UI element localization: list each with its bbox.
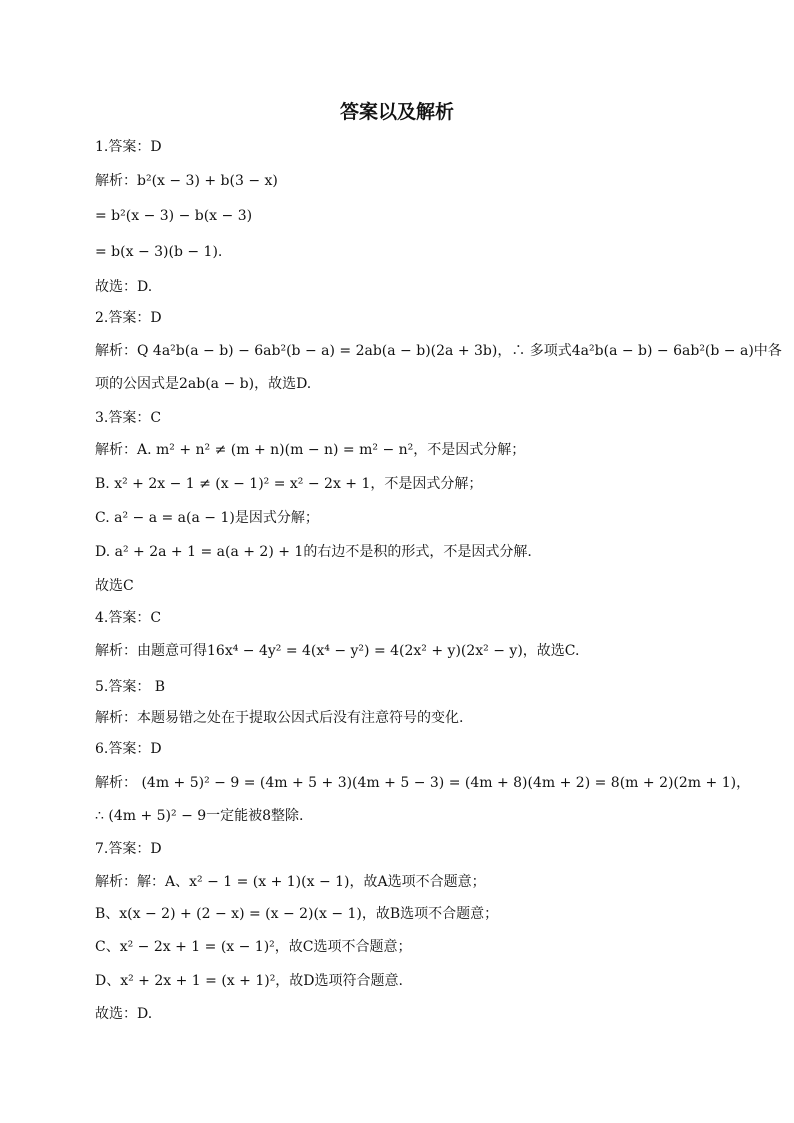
- analysis-2-line-1: 解析：Q 4a²b(a − b) − 6ab²(b − a) = 2ab(a − b)(2a + 3b)，∴ 多项式4a²b(a − b) − 6ab²(b − a)中各: [95, 343, 782, 359]
- analysis-5: 解析：本题易错之处在于提取公因式后没有注意符号的变化.: [95, 710, 464, 726]
- answer-2: 2.答案：D: [95, 310, 162, 326]
- analysis-6-line-2: ∴ (4m + 5)² − 9一定能被8整除.: [95, 808, 304, 824]
- answer-3: 3.答案：C: [95, 410, 162, 426]
- choice-3: 故选C: [95, 578, 134, 594]
- choice-1: 故选：D.: [95, 279, 153, 295]
- answer-1: 1.答案：D: [95, 139, 162, 155]
- analysis-3-line-3: C. a² − a = a(a − 1)是因式分解；: [95, 510, 319, 526]
- analysis-3-line-2: B. x² + 2x − 1 ≠ (x − 1)² = x² − 2x + 1，不是因式分解；: [95, 476, 483, 492]
- analysis-7-line-2: B、x(x − 2) + (2 − x) = (x − 2)(x − 1)，故B选项不合题意；: [95, 906, 499, 922]
- analysis-7-line-1: 解析：解：A、x² − 1 = (x + 1)(x − 1)，故A选项不合题意；: [95, 874, 486, 890]
- analysis-1-line-1: 解析：b²(x − 3) + b(3 − x): [95, 173, 278, 189]
- page-title: 答案以及解析: [339, 101, 454, 123]
- answer-6: 6.答案：D: [95, 741, 162, 757]
- answer-7: 7.答案：D: [95, 841, 162, 857]
- analysis-1-line-2: = b²(x − 3) − b(x − 3): [95, 208, 253, 224]
- analysis-7-line-3: C、x² − 2x + 1 = (x − 1)²，故C选项不合题意；: [95, 939, 412, 955]
- answer-4: 4.答案：C: [95, 610, 162, 626]
- analysis-1-line-3: = b(x − 3)(b − 1).: [95, 244, 223, 260]
- answer-5: 5.答案： B: [95, 679, 166, 695]
- analysis-4: 解析：由题意可得16x⁴ − 4y² = 4(x⁴ − y²) = 4(2x² + y)(2x² − y)，故选C.: [95, 643, 580, 659]
- analysis-7-line-4: D、x² + 2x + 1 = (x + 1)²，故D选项符合题意.: [95, 973, 403, 989]
- analysis-2-line-2: 项的公因式是2ab(a − b)，故选D.: [95, 376, 312, 392]
- analysis-3-line-4: D. a² + 2a + 1 = a(a + 2) + 1的右边不是积的形式，不是因式分解.: [95, 544, 532, 560]
- choice-7: 故选：D.: [95, 1006, 153, 1022]
- analysis-3-line-1: 解析：A. m² + n² ≠ (m + n)(m − n) = m² − n²，不是因式分解；: [95, 442, 526, 458]
- analysis-6-line-1: 解析： (4m + 5)² − 9 = (4m + 5 + 3)(4m + 5 − 3) = (4m + 8)(4m + 2) = 8(m + 2)(2m + 1)，: [95, 775, 751, 791]
